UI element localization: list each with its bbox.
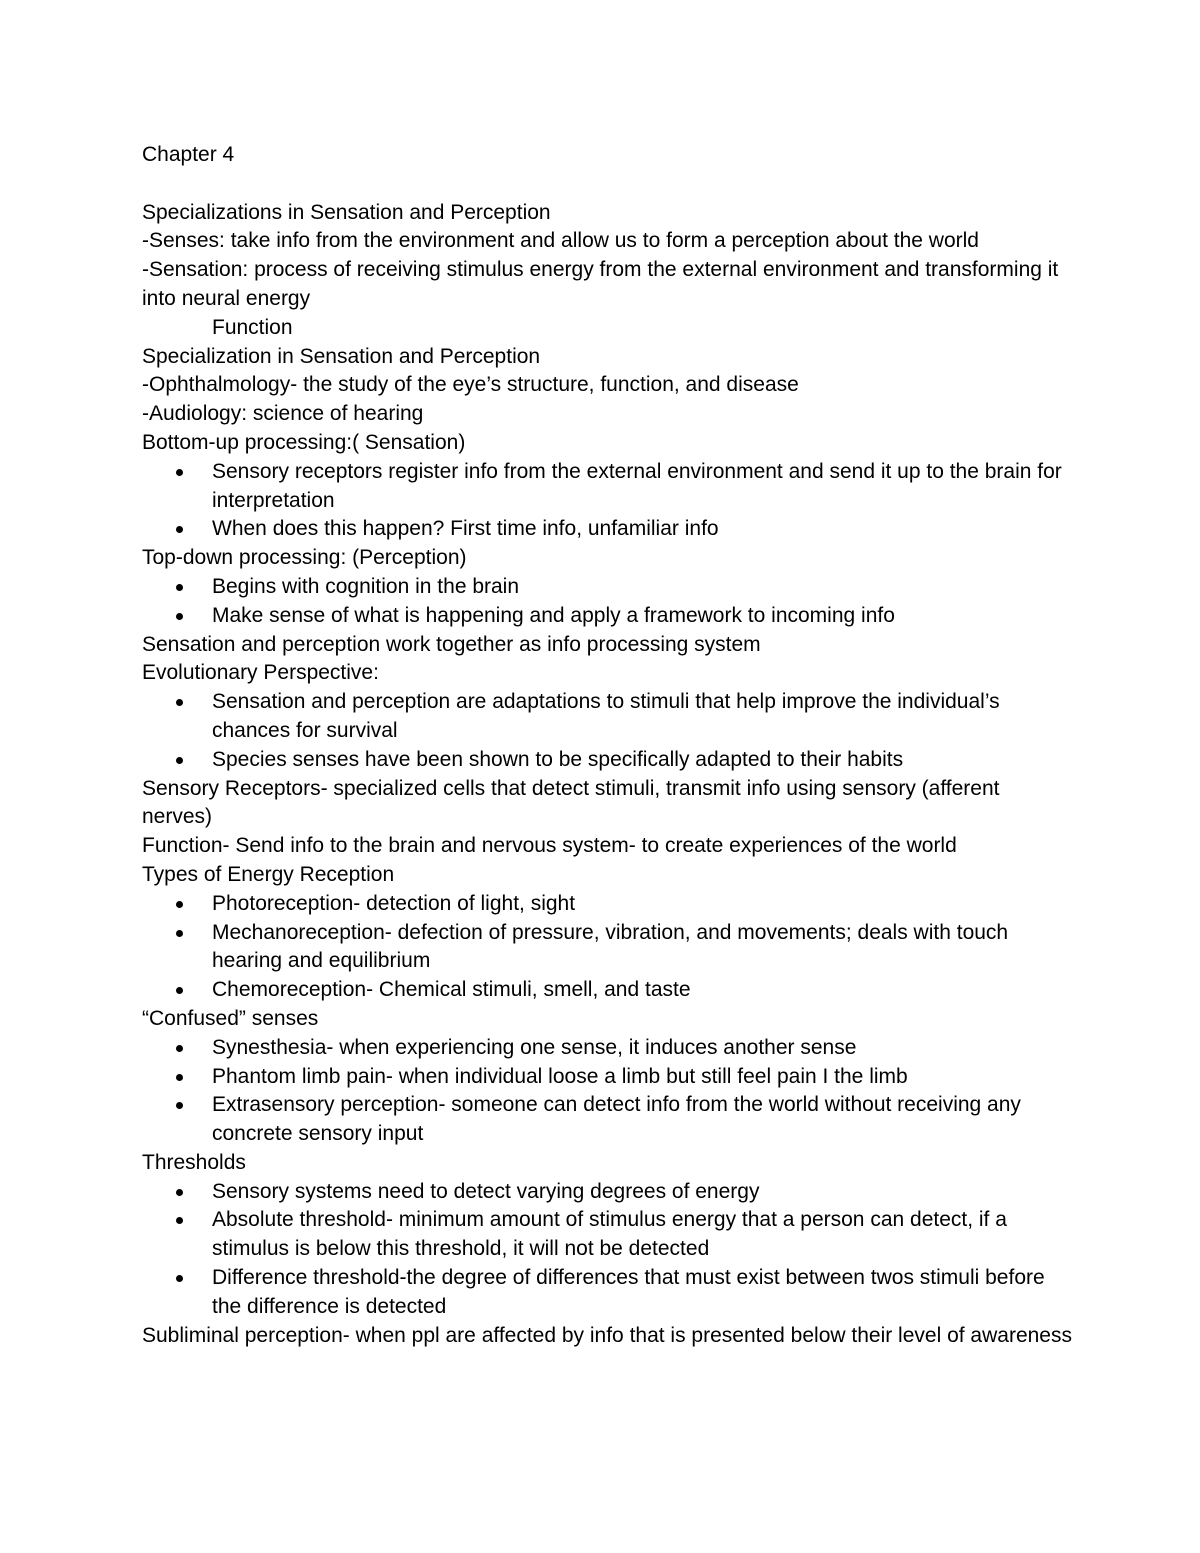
text-line: -Ophthalmology- the study of the eye’s structure, function, and disease (142, 373, 799, 397)
bullet-list (142, 458, 1072, 544)
bullet-item: Chemoreception- Chemical stimuli, smell, and taste (142, 976, 1072, 1005)
section-title: Types of Energy Reception (142, 862, 395, 886)
section-title: Bottom-up processing:( Sensation) (142, 430, 466, 454)
chapter-heading: Chapter 4 (142, 143, 235, 166)
bullet-item: Make sense of what is happening and apply a framework to incoming info (142, 602, 1072, 631)
bullet-item: Difference threshold-the degree of differences that must exist between twos stimuli before the difference is detected (142, 1264, 1072, 1322)
bullet-item: Sensory systems need to detect varying degrees of energy (142, 1178, 1072, 1207)
text-line: Subliminal perception- when ppl are affected by info that is presented below their level of awareness (142, 1323, 1072, 1347)
bullet-item: Species senses have been shown to be specifically adapted to their habits (142, 746, 1072, 775)
bullet-item: Mechanoreception- defection of pressure, vibration, and movements; deals with touch hearing and equilibrium (142, 919, 1072, 977)
text-line-indented: Function (212, 315, 293, 339)
bullet-item: Photoreception- detection of light, sight (142, 890, 1072, 919)
bullet-item: Synesthesia- when experiencing one sense, it induces another sense (142, 1034, 1072, 1063)
text-line: -Senses: take info from the environment and allow us to form a perception about the world (142, 229, 979, 253)
text-line: Function- Send info to the brain and nervous system- to create experiences of the world (142, 834, 957, 858)
bullet-item: Sensation and perception are adaptations to stimuli that help improve the individual’s chances for survival (142, 688, 1072, 746)
bullet-item: Sensory receptors register info from the external environment and send it up to the brain for interpretation (142, 458, 1072, 516)
section-title: Specializations in Sensation and Perception (142, 200, 551, 224)
bullet-list (142, 890, 1072, 1005)
document-body (142, 141, 1072, 1350)
bullet-item: When does this happen? First time info, unfamiliar info (142, 515, 1072, 544)
bullet-list (142, 573, 1072, 631)
section-title: Specialization in Sensation and Perception (142, 344, 541, 368)
section-title: Top-down processing: (Perception) (142, 546, 467, 570)
bullet-item: Absolute threshold- minimum amount of stimulus energy that a person can detect, if a stimulus is below this threshold, it will not be detected (142, 1206, 1072, 1264)
bullet-item: Extrasensory perception- someone can detect info from the world without receiving any concrete sensory input (142, 1091, 1072, 1149)
text-line: Sensory Receptors- specialized cells that detect stimuli, transmit info using sensory (afferent nerves) (142, 776, 1000, 829)
bullet-item: Phantom limb pain- when individual loose a limb but still feel pain I the limb (142, 1063, 1072, 1092)
bullet-list (142, 1034, 1072, 1149)
text-line: -Sensation: process of receiving stimulus energy from the external environment and transforming it into neural energy (142, 258, 1059, 310)
text-line: -Audiology: science of hearing (142, 402, 424, 426)
bullet-item: Begins with cognition in the brain (142, 573, 1072, 602)
section-title: Thresholds (142, 1150, 246, 1174)
bullet-list (142, 1178, 1072, 1322)
blank-line (142, 170, 1072, 199)
text-line: Sensation and perception work together as info processing system (142, 632, 761, 656)
section-title: Evolutionary Perspective: (142, 661, 379, 685)
section-title: “Confused” senses (142, 1006, 319, 1030)
bullet-list (142, 688, 1072, 774)
